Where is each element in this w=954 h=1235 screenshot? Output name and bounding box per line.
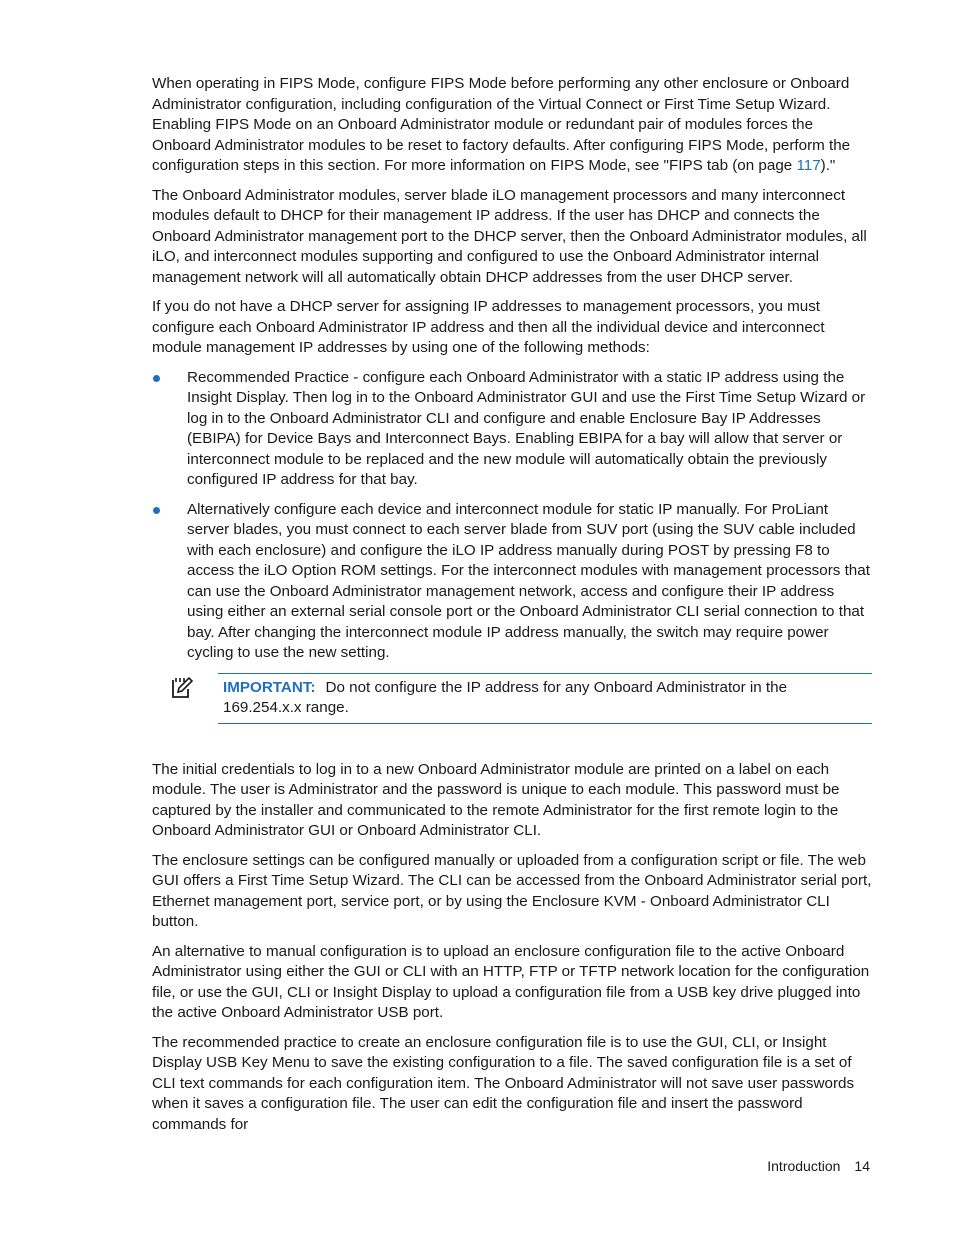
page-reference-link[interactable]: 117 (796, 157, 821, 174)
note-text: Do not configure the IP address for any Onboard Administrator in the 169.254.x.x range. (223, 678, 788, 716)
upload-paragraph: An alternative to manual configuration is to upload an enclosure configuration file to the active Onboard Administrator using either the GUI or CLI with an HTTP, FTP or TFTP network location for the configuration file, or use the GUI, CLI or Insight Display to upload a configuration file from a USB key drive plugged into the active Onboard Administrator USB port. (152, 942, 870, 1021)
static-ip-intro-paragraph: If you do not have a DHCP server for assigning IP addresses to management processors, you must configure each Onboard Administrator IP address and then all the individual device and interconnect module management IP addresses by using one of the following methods: (152, 298, 825, 356)
bullet-icon (153, 375, 160, 382)
bullet-icon (153, 507, 160, 514)
fips-paragraph: When operating in FIPS Mode, configure FIPS Mode before performing any other enclosure or Onboard Administrator configuration, including configuration of the Virtual Connect or First Time Setup Wizard. Enabling FIPS Mode on an Onboard Administrator module or redundant pair of modules forces the Onboard Administrator modules to be reset to factory defaults. After configuring FIPS Mode, perform the configuration steps in this section. For more information on FIPS Mode, see "FIPS tab (on page 117)." (152, 75, 851, 174)
list-item: Recommended Practice - configure each Onboard Administrator with a static IP address using the Insight Display. Then log in to the Onboard Administrator GUI and use the First Time Setup Wizard or log in to the Onboard Administrator CLI and configure and enable Enclosure Bay IP Addresses (EBIPA) for Device Bays and Interconnect Bays. Enabling EBIPA for a bay will allow that server or interconnect module to be replaced and the new module will automatically obtain the previously configured IP address for that bay. (152, 368, 872, 491)
important-note (152, 673, 872, 724)
note-label: IMPORTANT: (223, 678, 316, 696)
footer-section: Introduction (767, 1158, 841, 1174)
methods-list (152, 368, 872, 664)
config-file-paragraph: The recommended practice to create an enclosure configuration file is to use the GUI, CLI, or Insight Display USB Key Menu to save the existing configuration to a file. The saved configuration file is a set of CLI text commands for each configuration item. The Onboard Administrator will not save user passwords when it saves a configuration file. The user can edit the configuration file and insert the password commands for (152, 1033, 855, 1133)
important-note-icon (170, 676, 194, 700)
page-footer (767, 1158, 870, 1174)
dhcp-paragraph: The Onboard Administrator modules, server blade iLO management processors and many interconnect modules default to DHCP for their management IP address. If the user has DHCP and connects the Onboard Administrator management port to the DHCP server, then the Onboard Administrator modules, all iLO, and interconnect modules supporting and configured to use the Onboard Administrator internal management network will all automatically obtain DHCP addresses from the user DHCP server. (152, 186, 867, 286)
list-item: Alternatively configure each device and interconnect module for static IP manually. For ProLiant server blades, you must connect to each server blade from SUV port (using the SUV cable included with each enclosure) and configure the iLO IP address manually during POST by pressing F8 to access the iLO Option ROM settings. For the interconnect modules with management processors that can use the Onboard Administrator management network, access and configure their IP address using either an external serial console port or the Onboard Administrator CLI serial connection to that bay. After changing the interconnect module IP address manually, the switch may require power cycling to use the new setting. (152, 500, 872, 664)
document-body (152, 74, 872, 1144)
page-number: 14 (854, 1158, 870, 1174)
settings-paragraph: The enclosure settings can be configured manually or uploaded from a configuration script or file. The web GUI offers a First Time Setup Wizard. The CLI can be accessed from the Onboard Administrator serial port, Ethernet management port, service port, or by using the Enclosure KVM - Onboard Administrator CLI button. (152, 851, 872, 930)
credentials-paragraph: The initial credentials to log in to a new Onboard Administrator module are printed on a label on each module. The user is Administrator and the password is unique to each module. This password must be captured by the installer and communicated to the remote Administrator for the first remote login to the Onboard Administrator GUI or Onboard Administrator CLI. (152, 760, 840, 839)
note-box (218, 673, 872, 724)
